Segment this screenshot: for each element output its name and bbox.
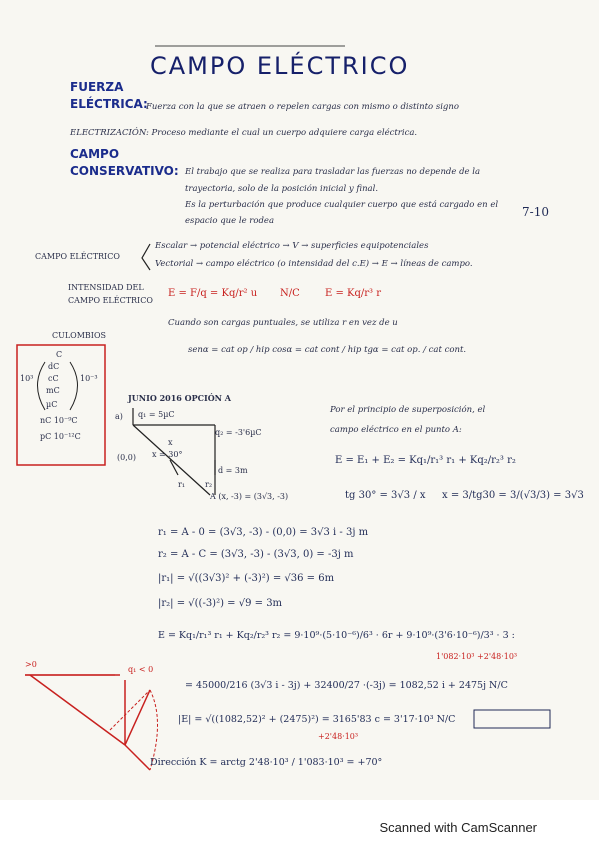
exp-left: 10³ (20, 374, 34, 383)
unit-nc: nC 10⁻⁹C (40, 416, 78, 425)
angle-label: x = 30° (152, 450, 183, 459)
campo-electrico-label: CAMPO ELÉCTRICO (35, 252, 120, 261)
campo-text-4: espacio que le rodea (185, 216, 275, 226)
unit-dc: dC (48, 362, 60, 371)
principio-text-1: Por el principio de superposición, el (330, 405, 486, 415)
formula-2: E = Kq/r³ r (325, 288, 382, 299)
e-subvalues: 1'082·10³ +2'48·10³ (436, 652, 518, 661)
problem-heading: JUNIO 2016 OPCIÓN A (128, 393, 231, 403)
campo-text-2: trayectoria, solo de la posición inicial y final. (185, 184, 379, 194)
page-ref: 7-10 (522, 205, 549, 219)
principio-text-2: campo eléctrico en el punto A: (330, 425, 462, 435)
culombios-label: CULOMBIOS (52, 331, 107, 340)
charge-q1: q₁ = 5µC (138, 410, 175, 419)
tg30-equation: tg 30° = 3√3 / x (345, 490, 426, 501)
fuerza-heading-2: ELÉCTRICA: (70, 97, 148, 111)
r1-label: r₁ (178, 480, 186, 489)
r2-label: r₂ (205, 480, 213, 489)
intensidad-label-2: CAMPO ELÉCTRICO (68, 296, 153, 305)
fuerza-text: Fuerza con la que se atraen o repelen cargas con mismo o distinto signo (146, 102, 459, 112)
charge-q2: q₂ = -3'6µC (215, 428, 262, 437)
unit-uc: µC (46, 400, 58, 409)
greater-zero-label: >0 (25, 660, 37, 669)
x-label: x (168, 438, 173, 447)
scanner-footer (0, 800, 599, 848)
x-value: x = 3/tg30 = 3/(√3/3) = 3√3 (442, 490, 584, 501)
superposition-equation: E = E₁ + E₂ = Kq₁/r₁³ r₁ + Kq₂/r₂³ r₂ (335, 455, 516, 466)
unit-pc: pC 10⁻¹²C (40, 432, 81, 441)
r2-modulus: |r₂| = √((-3)²) = √9 = 3m (158, 598, 283, 609)
campo-text-3: Es la perturbación que produce cualquier cuerpo que está cargado en el (185, 200, 499, 210)
point-a-label: A (x, -3) = (3√3, -3) (210, 492, 289, 501)
vectorial-text: Vectorial → campo eléctrico (o intensidad del c.E) → E → líneas de campo. (155, 259, 473, 269)
q1-less-zero-label: q₁ < 0 (128, 665, 154, 674)
formula-1: E = F/q = Kq/r² u (168, 288, 258, 299)
d-label: d = 3m (218, 466, 248, 475)
r2-vector: r₂ = A - C = (3√3, -3) - (3√3, 0) = -3j m (158, 549, 354, 560)
r1-modulus: |r₁| = √((3√3)² + (-3)²) = √36 = 6m (158, 573, 335, 584)
units-nc: N/C (280, 288, 300, 299)
unit-mc: mC (46, 386, 60, 395)
intensidad-label-1: INTENSIDAD DEL (68, 283, 144, 292)
campo-heading-2: CONSERVATIVO: (70, 164, 179, 178)
e-modulus: |E| = √((1082,52)² + (2475)²) = 3165'83 c = 3'17·10³ N/C (178, 714, 456, 725)
campo-text-1: El trabajo que se realiza para trasladar las fuerzas no depende de la (185, 167, 481, 177)
cuando-text: Cuando son cargas puntuales, se utiliza r en vez de u (168, 318, 398, 328)
origin-label: (0,0) (117, 453, 136, 462)
trig-formulas: senα = cat op / hip cosα = cat cont / hip tgα = cat op. / cat cont. (188, 345, 467, 355)
escalar-text: Escalar → potencial eléctrico → V → superficies equipotenciales (155, 241, 429, 251)
electrizacion-text: ELECTRIZACIÓN: Proceso mediante el cual un cuerpo adquiere carga eléctrica. (70, 128, 418, 138)
scanner-watermark: Scanned with CamScanner (379, 820, 537, 835)
unit-c: C (56, 350, 63, 359)
part-a: a) (115, 412, 123, 421)
direccion-equation: Dirección K = arctg 2'48·10³ / 1'083·10³ = +70° (150, 757, 383, 768)
e-calculation: = 45000/216 (3√3 i - 3j) + 32400/27 ·(-3j) = 1082,52 i + 2475j N/C (185, 680, 508, 691)
page-title: CAMPO ELÉCTRICO (150, 52, 410, 80)
r1-vector: r₁ = A - 0 = (3√3, -3) - (0,0) = 3√3 i - 3j m (158, 527, 369, 538)
campo-heading-1: CAMPO (70, 147, 120, 161)
fuerza-heading-1: FUERZA (70, 80, 124, 94)
exp-right: 10⁻³ (80, 374, 98, 383)
e-modulus-annotation: +2'48·10³ (318, 732, 359, 741)
unit-cc: cC (48, 374, 59, 383)
e-expression: E = Kq₁/r₁³ r₁ + Kq₂/r₂³ r₂ = 9·10⁹·(5·10⁻⁶)/6³ · 6r + 9·10⁹·(3'6·10⁻⁶)/3³ · 3 : (158, 630, 515, 641)
